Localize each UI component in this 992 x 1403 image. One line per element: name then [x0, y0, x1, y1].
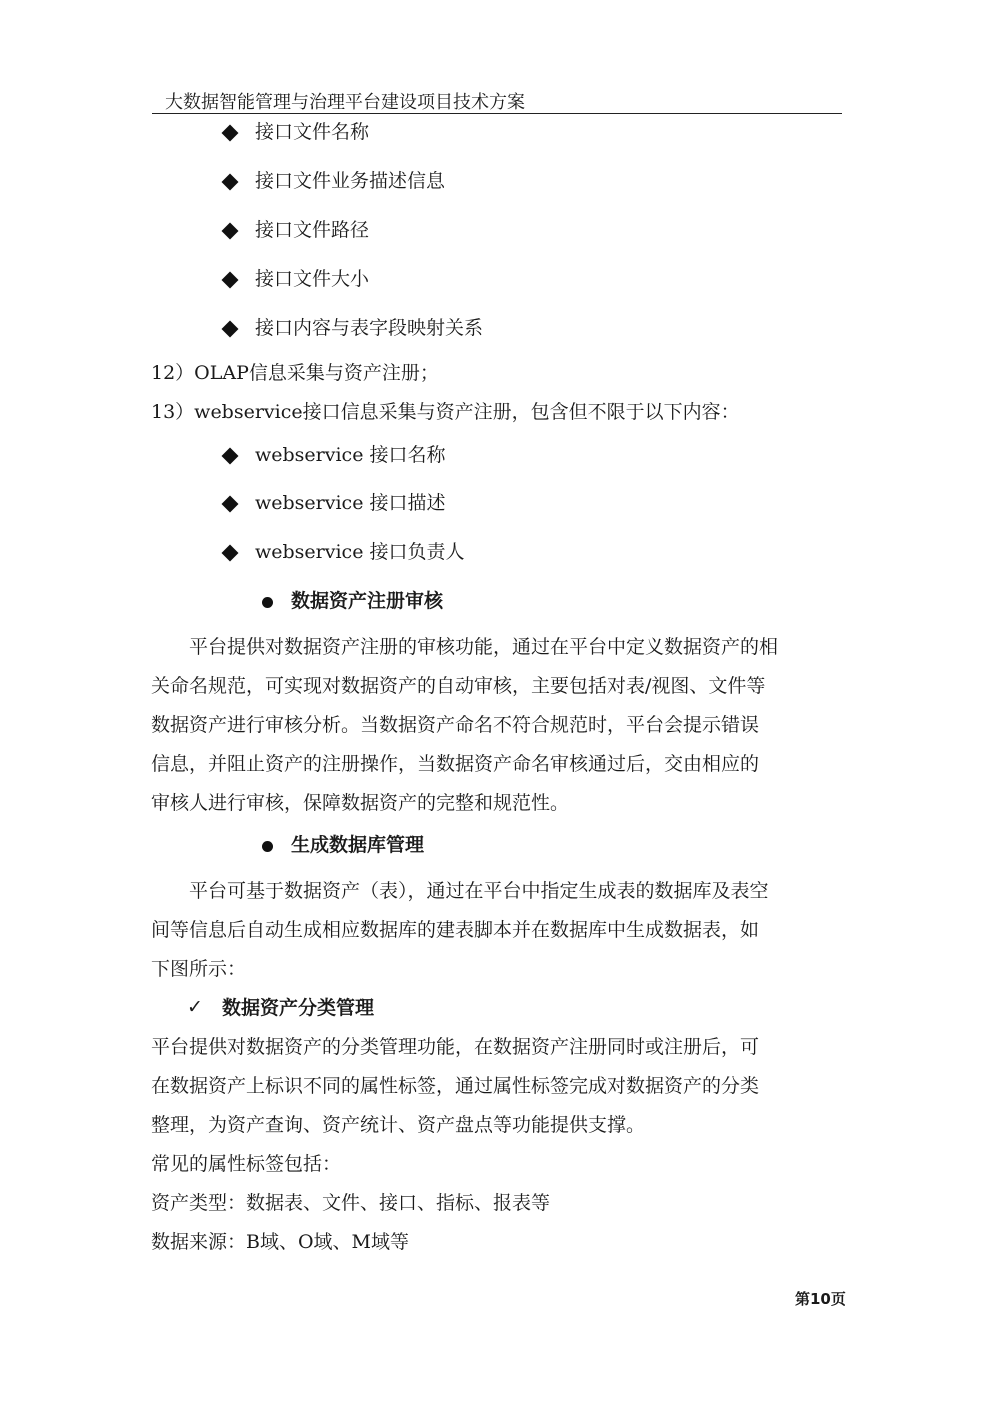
- paragraph-line: 审核人进行审核，保障数据资产的完整和规范性。: [151, 792, 570, 814]
- list-item: 接口文件名称: [255, 121, 370, 143]
- list-item: webservice 接口负责人: [255, 541, 465, 563]
- page-number: 第10页: [795, 1290, 846, 1308]
- diamond-bullet-icon: [222, 272, 239, 289]
- paragraph-line: 平台提供对数据资产注册的审核功能，通过在平台中定义数据资产的相: [189, 636, 779, 658]
- paragraph-line: 资产类型：数据表、文件、接口、指标、报表等: [151, 1192, 551, 1214]
- checkmark-icon: ✓: [187, 996, 203, 1018]
- section-heading-db: 生成数据库管理: [291, 834, 425, 856]
- section-heading-category: 数据资产分类管理: [222, 997, 375, 1019]
- diamond-bullet-icon: [222, 545, 239, 562]
- paragraph-line: 关命名规范，可实现对数据资产的自动审核，主要包括对表/视图、文件等: [151, 675, 766, 697]
- diamond-bullet-icon: [222, 125, 239, 142]
- paragraph-line: 下图所示：: [151, 958, 247, 980]
- diamond-bullet-icon: [222, 174, 239, 191]
- paragraph-line: 间等信息后自动生成相应数据库的建表脚本并在数据库中生成数据表，如: [151, 919, 760, 941]
- round-bullet-icon: [262, 597, 273, 608]
- list-item: 接口文件路径: [255, 219, 370, 241]
- header-divider: [152, 113, 842, 114]
- paragraph-line: 平台提供对数据资产的分类管理功能，在数据资产注册同时或注册后，可: [151, 1036, 760, 1058]
- paragraph-line: 信息，并阻止资产的注册操作，当数据资产命名审核通过后，交由相应的: [151, 753, 760, 775]
- list-item: 接口文件大小: [255, 268, 370, 290]
- list-item: 接口内容与表字段映射关系: [255, 317, 484, 339]
- paragraph-line: 平台可基于数据资产（表），通过在平台中指定生成表的数据库及表空: [189, 880, 769, 902]
- section-heading-audit: 数据资产注册审核: [291, 590, 444, 612]
- page-header-title: 大数据智能管理与治理平台建设项目技术方案: [165, 92, 525, 113]
- diamond-bullet-icon: [222, 223, 239, 240]
- diamond-bullet-icon: [222, 321, 239, 338]
- paragraph-line: 整理，为资产查询、资产统计、资产盘点等功能提供支撑。: [151, 1114, 646, 1136]
- diamond-bullet-icon: [222, 448, 239, 465]
- list-item: webservice 接口描述: [255, 492, 446, 514]
- paragraph-line: 数据资产进行审核分析。当数据资产命名不符合规范时，平台会提示错误: [151, 714, 760, 736]
- diamond-bullet-icon: [222, 496, 239, 513]
- list-item: webservice 接口名称: [255, 444, 446, 466]
- paragraph-line: 常见的属性标签包括：: [151, 1153, 342, 1175]
- numbered-item-13: 13）webservice接口信息采集与资产注册，包含但不限于以下内容：: [151, 401, 740, 423]
- list-item: 接口文件业务描述信息: [255, 170, 446, 192]
- round-bullet-icon: [262, 841, 273, 852]
- paragraph-line: 在数据资产上标识不同的属性标签，通过属性标签完成对数据资产的分类: [151, 1075, 760, 1097]
- numbered-item-12: 12）OLAP信息采集与资产注册；: [151, 362, 439, 384]
- paragraph-line: 数据来源：B域、O域、M域等: [151, 1231, 409, 1253]
